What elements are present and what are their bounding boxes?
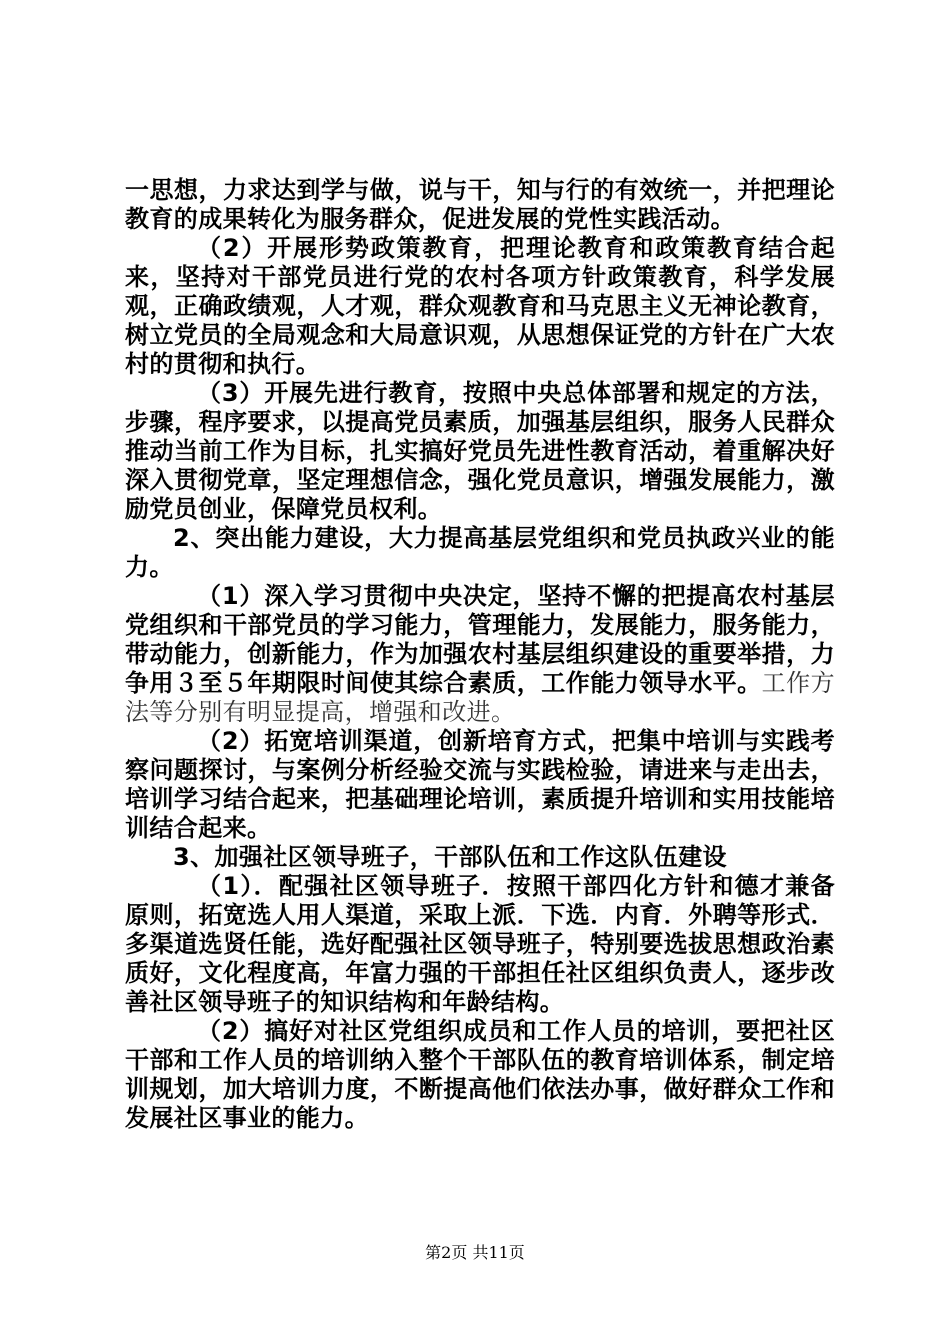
- paragraph-7: （2）搞好对社区党组织成员和工作人员的培训，要把社区干部和工作人员的培训纳入整个干部队伍的教育培训体系，制定培训规划，加大培训力度，不断提高他们依法办事，做好群众工作和发展社区事业的能力。: [125, 1017, 835, 1132]
- paragraph-4-main: （1）深入学习贯彻中央决定，坚持不懈的把提高农村基层党组织和干部党员的学习能力，管理能力，发展能力，服务能力，带动能力，创新能力，作为加强农村基层组织建设的重要举措，力争用３至５年期限时间使其综合素质，工作能力领导水平。: [125, 582, 835, 697]
- paragraph-2: （2）开展形势政策教育，把理论教育和政策教育结合起来，坚持对干部党员进行党的农村各项方针政策教育，科学发展观，正确政绩观，人才观，群众观教育和马克思主义无神论教育，树立党员的全局观念和大局意识观，从思想保证党的方针在广大农村的贯彻和执行。: [125, 234, 835, 378]
- paragraph-5: （2）拓宽培训渠道，创新培育方式，把集中培训与实践考察问题探讨，与案例分析经验交流与实践检验，请进来与走出去，培训学习结合起来，把基础理论培训，素质提升培训和实用技能培训结合起来。: [125, 727, 835, 842]
- paragraph-1: 一思想，力求达到学与做，说与干，知与行的有效统一，并把理论教育的成果转化为服务群众，促进发展的党性实践活动。: [125, 176, 835, 233]
- paragraph-3: （3）开展先进行教育，按照中央总体部署和规定的方法，步骤，程序要求，以提高党员素质，加强基层组织，服务人民群众推动当前工作为目标，扎实搞好党员先进性教育活动，着重解决好深入贯彻党章，坚定理想信念，强化党员意识，增强发展能力，激励党员创业，保障党员权利。: [125, 379, 835, 523]
- document-body: [125, 176, 835, 1133]
- paragraph-6: （1）．配强社区领导班子．按照干部四化方针和德才兼备原则，拓宽选人用人渠道，采取上派．下选．内育．外聘等形式．多渠道选贤任能，选好配强社区领导班子，特别要选拔思想政治素质好，文化程度高，年富力强的干部担任社区组织负责人，逐步改善社区领导班子的知识结构和年龄结构。: [125, 872, 835, 1016]
- paragraph-4: [125, 582, 835, 727]
- paragraph-4-tail: 工作方法等分别有明显提高，增强和改进。: [125, 669, 835, 726]
- page-footer: 第2页 共11页: [425, 1243, 525, 1262]
- section-heading-3: 3、加强社区领导班子，干部队伍和工作这队伍建设: [173, 843, 727, 871]
- section-heading-2: 2、突出能力建设，大力提高基层党组织和党员执政兴业的能力。: [125, 524, 835, 581]
